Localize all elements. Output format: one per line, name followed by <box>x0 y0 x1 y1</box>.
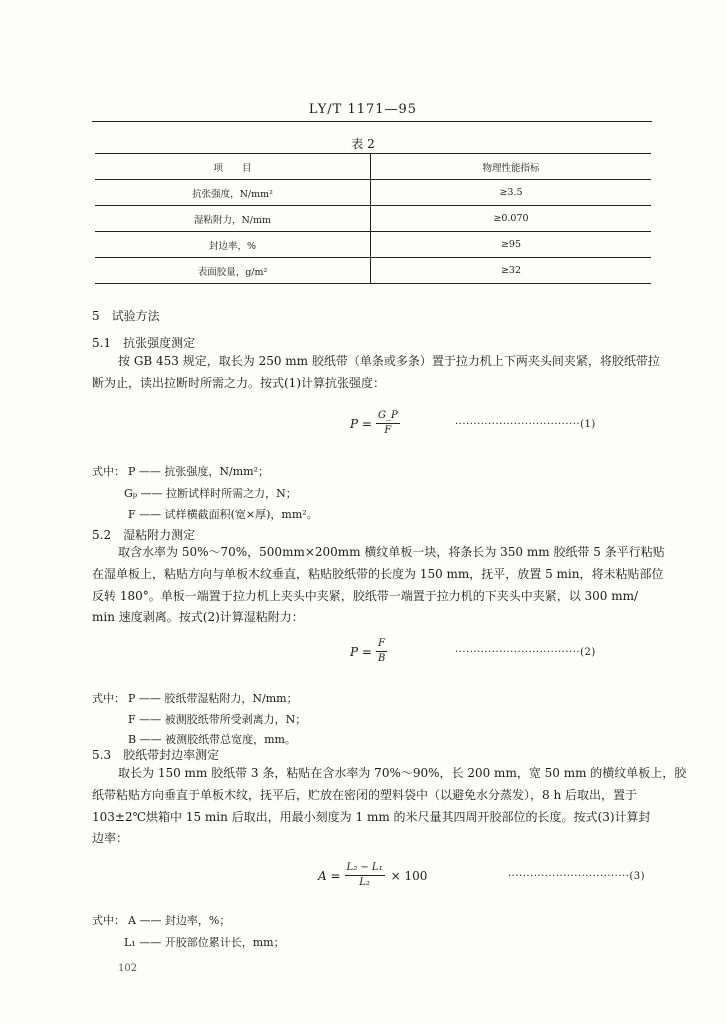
numerator: L₂ − L₁ <box>345 861 385 876</box>
equation-number: ·································(3) <box>508 871 646 882</box>
table-cell: ≥32 <box>371 258 652 284</box>
page-number: 102 <box>118 963 138 974</box>
table-cell: 湿粘附力，N/mm <box>95 206 371 232</box>
formula-1 <box>350 409 400 438</box>
table-cell: ≥0.070 <box>371 206 652 232</box>
equation-number: ··································(2) <box>455 647 596 658</box>
variable-def: L₁ —— 开胶部位累计长，mm； <box>124 936 285 949</box>
paragraph-line: 边率： <box>92 831 129 845</box>
table-row <box>95 232 651 258</box>
table-row <box>95 180 651 206</box>
fraction <box>376 409 400 438</box>
header-spec: 物理性能指标 <box>371 154 652 180</box>
table-row <box>95 206 651 232</box>
variable-def: Gₚ —— 拉断试样时所需之力，N； <box>124 487 297 500</box>
table-header-row <box>95 154 651 180</box>
variable-def: F —— 试样横截面积(宽×厚)，mm²。 <box>128 508 318 521</box>
table-row <box>95 258 651 284</box>
variable-def: B —— 被测胶纸带总宽度，mm。 <box>128 733 296 746</box>
paragraph-line: 反转 180°。单板一端置于拉力机上夹头中夹紧，胶纸带一端置于拉力机的下夹头中夹紧，以 300 mm/ <box>92 589 639 603</box>
denominator: B <box>377 653 386 664</box>
paragraph-line: 取长为 150 mm 胶纸带 3 条，粘贴在含水率为 70%～90%，长 200 mm，宽 50 mm 的横纹单板上，胶 <box>118 766 687 780</box>
table-cell: 表面胶量，g/m² <box>95 258 371 284</box>
formula-3 <box>318 861 427 890</box>
section-5-1-title: 5.1 抗张强度测定 <box>92 336 196 350</box>
spec-table <box>95 153 651 284</box>
where-label: 式中： <box>92 914 125 927</box>
paragraph-line: 按 GB 453 规定，取长为 250 mm 胶纸带（单条或多条）置于拉力机上下两夹头间夹紧，将胶纸带拉 <box>118 354 660 368</box>
variable-def: A —— 封边率，%； <box>128 914 231 927</box>
variable-def: P —— 抗张强度，N/mm²； <box>128 465 269 478</box>
section-5-3-title: 5.3 胶纸带封边率测定 <box>92 748 220 762</box>
table-cell: ≥95 <box>371 232 652 258</box>
formula-lhs: P = <box>350 416 372 431</box>
table-caption: 表 2 <box>351 137 375 151</box>
paragraph-line: min 速度剥离。按式(2)计算湿粘附力： <box>92 610 304 624</box>
numerator: G_P <box>376 409 400 424</box>
denominator: L₂ <box>359 877 370 888</box>
section-5-title: 5 试验方法 <box>92 309 160 323</box>
formula-multiplier: × 100 <box>390 868 428 883</box>
paragraph-line: 在湿单板上，粘贴方向与单板木纹垂直，粘贴胶纸带的长度为 150 mm，抚平，放置 5 min，将未粘贴部位 <box>92 567 664 581</box>
numerator: F <box>376 637 387 652</box>
formula-lhs: P = <box>350 644 372 659</box>
variable-def: P —— 胶纸带湿粘附力，N/mm； <box>128 692 298 705</box>
table-cell: 封边率，% <box>95 232 371 258</box>
fraction <box>376 637 387 666</box>
where-label: 式中： <box>92 692 125 705</box>
paragraph-line: 取含水率为 50%～70%，500mm×200mm 横纹单板一块，将条长为 350 mm 胶纸带 5 条平行粘贴 <box>118 545 665 559</box>
table-cell: 抗张强度，N/mm² <box>95 180 371 206</box>
fraction <box>345 861 385 890</box>
paragraph-line: 断为止，读出拉断时所需之力。按式(1)计算抗张强度： <box>92 376 386 390</box>
equation-number: ··································(1) <box>455 419 596 430</box>
paragraph-line: 103±2℃烘箱中 15 min 后取出，用最小刻度为 1 mm 的米尺量其四周开胶部位的长度。按式(3)计算封 <box>92 810 651 824</box>
paragraph-line: 纸带粘贴方向垂直于单板木纹，抚平后，贮放在密闭的塑料袋中（以避免水分蒸发），8 h 后取出，置于 <box>92 788 637 802</box>
formula-2 <box>350 637 387 666</box>
where-label: 式中： <box>92 465 125 478</box>
formula-lhs: A = <box>318 868 341 883</box>
header-rule <box>92 121 652 122</box>
standard-code: LY/T 1171—95 <box>308 102 418 117</box>
section-5-2-title: 5.2 湿粘附力测定 <box>92 528 196 542</box>
denominator: F <box>384 425 392 436</box>
variable-def: F —— 被测胶纸带所受剥离力，N； <box>128 713 307 726</box>
header-item: 项 目 <box>95 154 371 180</box>
table-cell: ≥3.5 <box>371 180 652 206</box>
